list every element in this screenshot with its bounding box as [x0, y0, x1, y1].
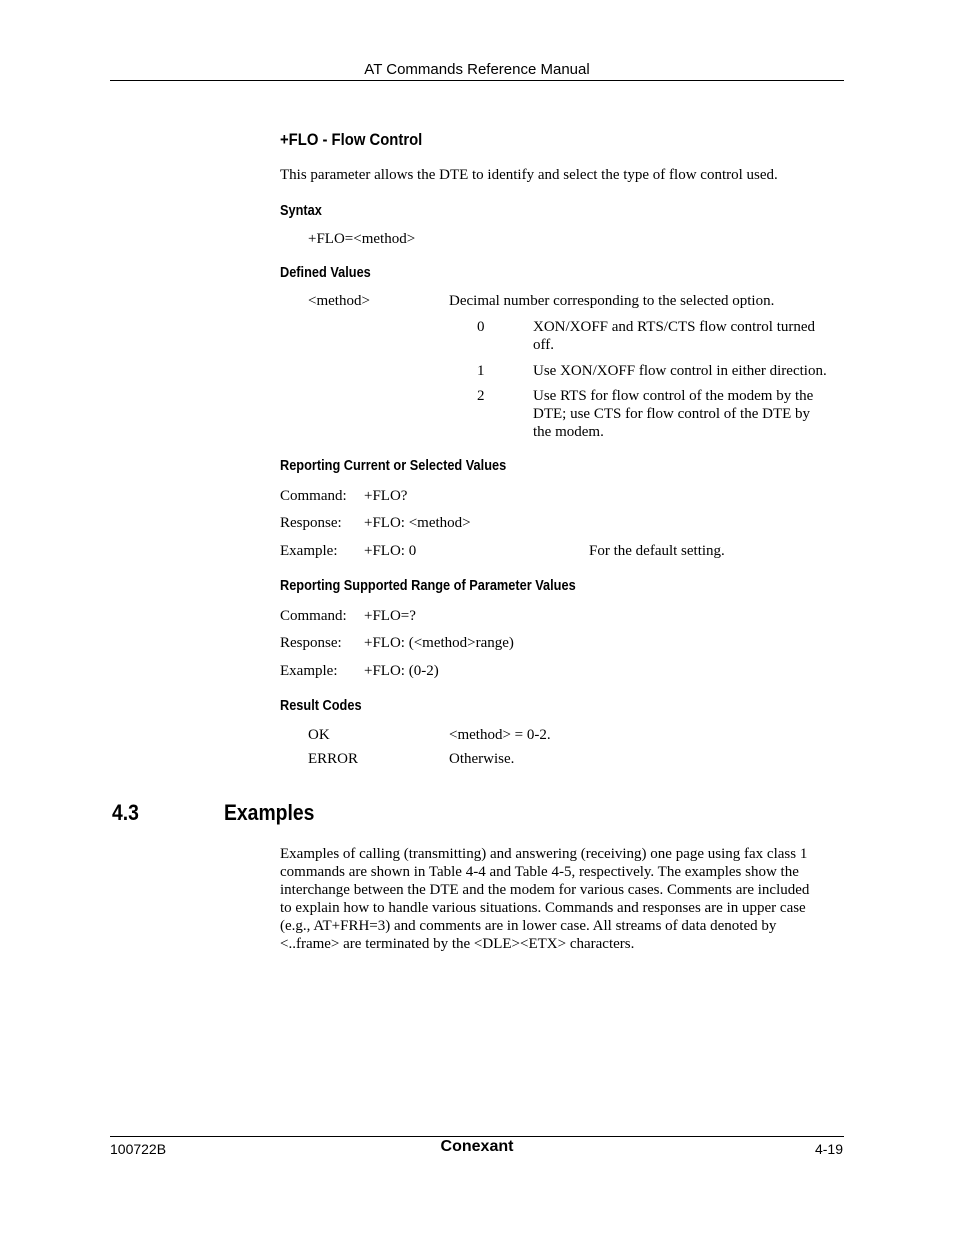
footer-rule: [110, 1136, 844, 1137]
running-header: AT Commands Reference Manual: [364, 61, 590, 78]
paragraph-line: interchange between the DTE and the modem for various cases. Comments are included: [280, 882, 810, 898]
defined-values-heading: Defined Values: [280, 265, 371, 281]
option-desc-line: Use XON/XOFF flow control in either direction.: [533, 363, 827, 379]
option-value: 0: [477, 319, 485, 335]
paragraph-line: commands are shown in Table 4-4 and Table 4-5, respectively. The examples show the: [280, 864, 799, 880]
row-value: +FLO: 0: [364, 543, 417, 559]
paragraph-line: (e.g., AT+FRH=3) and comments are in lower case. All streams of data denoted by: [280, 918, 777, 934]
row-value: +FLO: (0-2): [364, 663, 439, 679]
option-desc-line: XON/XOFF and RTS/CTS flow control turned: [533, 319, 816, 335]
option-value: 1: [477, 363, 485, 379]
footer-page-number: 4-19: [814, 1141, 843, 1157]
row-label: Example:: [280, 543, 338, 559]
footer-doc-number: 100722B: [110, 1141, 167, 1157]
command-description: This parameter allows the DTE to identify and select the type of flow control used.: [280, 167, 778, 183]
section-paragraph: [280, 845, 809, 953]
row-value: +FLO: <method>: [364, 515, 471, 531]
reporting-range-heading: Reporting Supported Range of Parameter Values: [280, 578, 576, 594]
option-desc-line: the modem.: [533, 424, 604, 440]
row-value: +FLO?: [364, 488, 408, 504]
row-label: Example:: [280, 663, 338, 679]
option-desc-line: off.: [533, 337, 554, 353]
param-name: <method>: [308, 293, 370, 309]
header-rule: [110, 80, 844, 81]
paragraph-line: to explain how to handle various situations. Commands and responses are in upper case: [280, 900, 806, 916]
option-value: 2: [477, 388, 485, 404]
syntax-heading: Syntax: [280, 203, 322, 219]
result-code: OK: [308, 727, 330, 743]
result-desc: <method> = 0-2.: [449, 727, 551, 743]
section-number: 4.3: [112, 800, 139, 825]
option-desc-line: DTE; use CTS for flow control of the DTE by: [533, 406, 811, 422]
paragraph-line: Examples of calling (transmitting) and answering (receiving) one page using fax class 1: [280, 846, 808, 862]
section-title: Examples: [224, 800, 315, 825]
row-label: Command:: [280, 608, 347, 624]
row-value: +FLO=?: [364, 608, 416, 624]
reporting-current-heading: Reporting Current or Selected Values: [280, 458, 507, 474]
result-desc: Otherwise.: [449, 751, 515, 767]
result-code: ERROR: [308, 751, 359, 767]
option-desc-line: Use RTS for flow control of the modem by the: [533, 388, 814, 404]
row-label: Response:: [280, 635, 342, 651]
footer-company: Conexant: [440, 1138, 514, 1155]
result-codes-heading: Result Codes: [280, 698, 362, 714]
param-description: Decimal number corresponding to the selected option.: [449, 293, 775, 309]
row-label: Response:: [280, 515, 342, 531]
paragraph-line: <..frame> are terminated by the <DLE><ETX> characters.: [280, 936, 635, 952]
command-title: +FLO - Flow Control: [280, 131, 423, 149]
row-label: Command:: [280, 488, 347, 504]
row-note: For the default setting.: [589, 543, 725, 559]
syntax-text: +FLO=<method>: [308, 231, 416, 247]
row-value: +FLO: (<method>range): [364, 635, 514, 651]
